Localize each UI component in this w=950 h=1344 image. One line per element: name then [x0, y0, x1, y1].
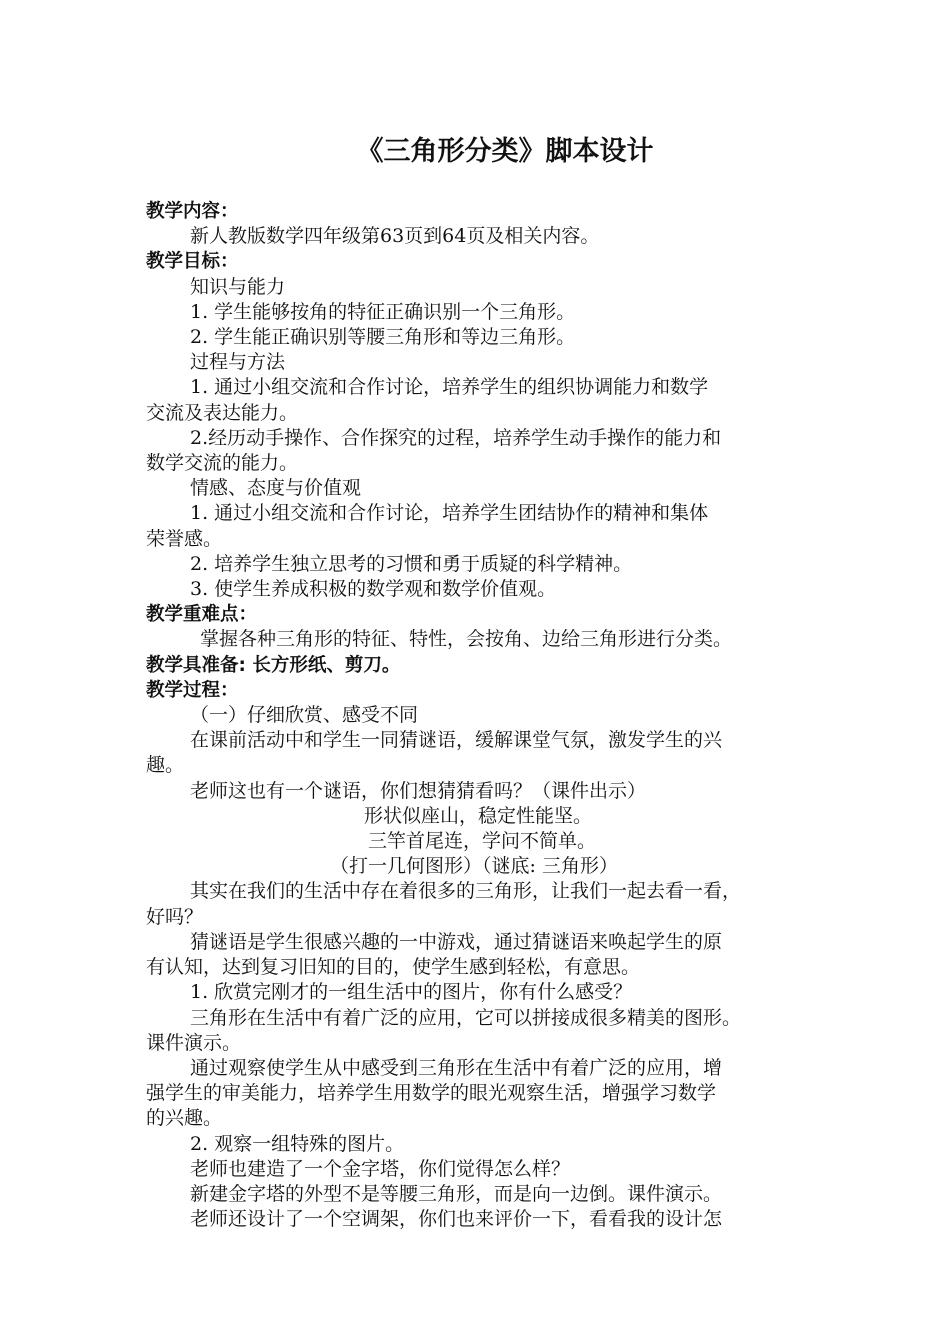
- body-line: 情感、态度与价值观: [190, 477, 362, 500]
- document-body: [146, 199, 818, 1232]
- body-line: 趣。: [146, 754, 185, 777]
- body-line: 2. 学生能正确识别等腰三角形和等边三角形。: [190, 326, 576, 349]
- body-line: 1. 欣赏完刚才的一组生活中的图片，你有什么感受？: [190, 981, 633, 1004]
- body-line: 好吗？: [146, 905, 204, 928]
- body-line: 交流及表达能力。: [146, 401, 299, 424]
- body-line: 老师这也有一个谜语，你们想猜猜看吗？（课件出示）: [190, 779, 647, 802]
- section-heading: 教学过程：: [146, 679, 239, 701]
- body-line: 过程与方法: [190, 351, 286, 374]
- section-heading: 教学内容：: [146, 201, 239, 222]
- body-line: 三角形在生活中有着广泛的应用，它可以拼接成很多精美的图形。: [190, 1006, 742, 1029]
- body-line: 知识与能力: [190, 275, 286, 298]
- section-heading: 教学重难点：: [146, 604, 258, 626]
- body-line: 的兴趣。: [146, 1107, 223, 1130]
- body-line: 2.经历动手操作、合作探究的过程，培养学生动手操作的能力和: [190, 426, 722, 449]
- section-heading: 教学具准备: 长方形纸、剪刀。: [146, 654, 401, 676]
- section-heading: 教学目标：: [146, 251, 239, 273]
- body-line: 通过观察使学生从中感受到三角形在生活中有着广泛的应用，增: [190, 1056, 723, 1079]
- body-line: 新建金字塔的外型不是等腰三角形，而是向一边倒。课件演示。: [190, 1182, 723, 1205]
- document-title: 《三角形分类》脚本设计: [356, 136, 654, 167]
- body-line: 1. 学生能够按角的特征正确识别一个三角形。: [190, 300, 576, 323]
- body-line: 2. 培养学生独立思考的习惯和勇于质疑的科学精神。: [190, 552, 633, 575]
- body-line: 形状似座山，稳定性能坚。: [364, 804, 593, 827]
- body-line: 掌握各种三角形的特征、特性，会按角、边给三角形进行分类。: [200, 628, 733, 651]
- body-line: 三竿首尾连，学问不简单。: [368, 830, 597, 853]
- body-line: 有认知，达到复习旧知的目的，使学生感到轻松，有意思。: [146, 956, 641, 979]
- body-line: 1. 通过小组交流和合作讨论，培养学生团结协作的精神和集体: [190, 502, 709, 525]
- body-line: 2. 观察一组特殊的图片。: [190, 1132, 405, 1155]
- body-line: 1. 通过小组交流和合作讨论，培养学生的组织协调能力和数学: [190, 376, 709, 399]
- body-line: 新人教版数学四年级第63页到64页及相关内容。: [190, 225, 600, 248]
- body-line: 强学生的审美能力，培养学生用数学的眼光观察生活，增强学习数学: [146, 1082, 717, 1105]
- body-line: 猜谜语是学生很感兴趣的一中游戏，通过猜谜语来唤起学生的原: [190, 930, 723, 953]
- body-line: 3. 使学生养成积极的数学观和数学价值观。: [190, 578, 557, 601]
- body-line: 数学交流的能力。: [146, 452, 299, 475]
- body-line: 荣誉感。: [146, 527, 223, 550]
- body-line: 课件演示。: [146, 1031, 242, 1054]
- body-line: 其实在我们的生活中存在着很多的三角形，让我们一起去看一看，: [190, 880, 742, 903]
- body-line: 在课前活动中和学生一同猜谜语，缓解课堂气氛，激发学生的兴: [190, 729, 723, 752]
- body-line: 老师也建造了一个金字塔，你们觉得怎么样？: [190, 1157, 571, 1180]
- body-line: （一）仔细欣赏、感受不同: [190, 704, 419, 727]
- body-line: （打一几何图形）（谜底: 三角形）: [330, 855, 618, 878]
- body-line: 老师还设计了一个空调架，你们也来评价一下，看看我的设计怎: [190, 1208, 723, 1231]
